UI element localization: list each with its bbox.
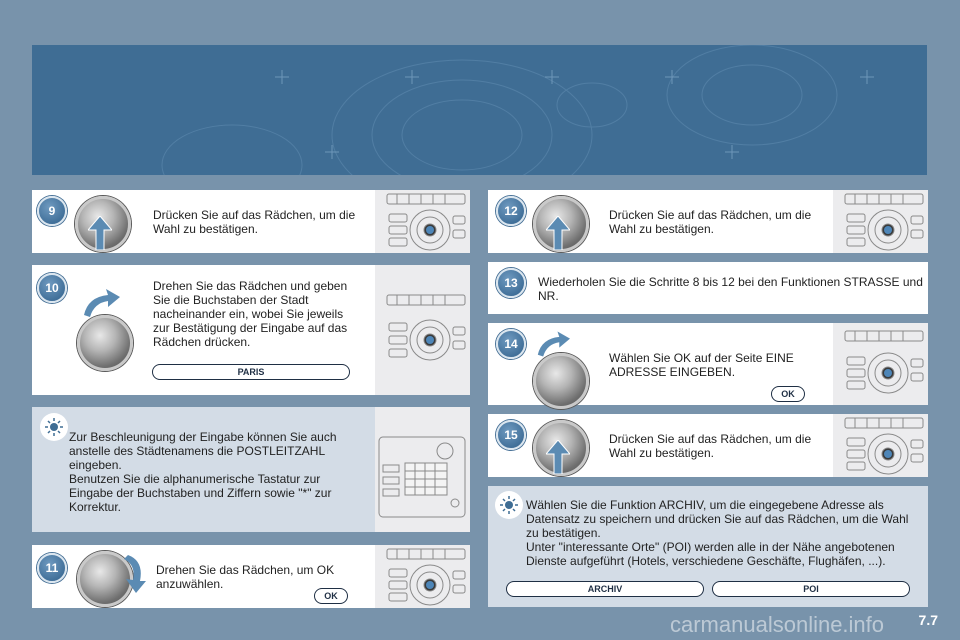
tip-text-2: Benutzen Sie die alphanumerische Tastatur zur Eingabe der Buchstaben und Ziffern sowie "*" zur Korrektur. bbox=[69, 472, 332, 514]
tip-text-2: Unter "interessante Orte" (POI) werden alle in der Nähe angebotenen Dienste aufgeführt (Hotels, verschiedene Geschäfte, Flughäfen, ...). bbox=[526, 540, 895, 568]
step-number-badge: 12 bbox=[496, 196, 526, 226]
step-number-badge: 13 bbox=[496, 268, 526, 298]
tip-icon bbox=[495, 491, 523, 519]
poi-display: POI bbox=[712, 581, 910, 597]
step-number-badge: 10 bbox=[37, 273, 67, 303]
tip-icon bbox=[40, 413, 68, 441]
step-card-11 bbox=[32, 545, 470, 608]
step-card-10 bbox=[32, 265, 470, 395]
control-knob-icon bbox=[77, 315, 133, 371]
step-text: Wiederholen Sie die Schritte 8 bis 12 bei den Funktionen STRASSE und NR. bbox=[538, 275, 923, 303]
keypad-illustration bbox=[375, 407, 470, 532]
control-panel-illustration bbox=[375, 265, 470, 395]
tip-card-postcode bbox=[32, 407, 470, 532]
ok-display: OK bbox=[314, 588, 348, 604]
step-text: Drücken Sie auf das Rädchen, um die Wahl zu bestätigen. bbox=[609, 432, 812, 460]
step-number-badge: 11 bbox=[37, 553, 67, 583]
press-arrow-icon bbox=[88, 216, 112, 250]
rotate-arrow-icon bbox=[124, 553, 150, 593]
watermark: carmanualsonline.info bbox=[670, 612, 885, 637]
tip-text-1: Wählen Sie die Funktion ARCHIV, um die eingegebene Adresse als Datensatz zu speichern und drücken Sie auf das Rädchen, um die Wahl zu bestätigen. bbox=[526, 498, 909, 540]
rotate-arrow-icon bbox=[82, 289, 120, 317]
press-arrow-icon bbox=[546, 440, 570, 474]
step-text: Drehen Sie das Rädchen und geben Sie die Buchstaben der Stadt nacheinander ein, wobei Sie jeweils zur Bestätigung der Eingabe auf das Rädchen drücken. bbox=[153, 279, 348, 349]
control-panel-illustration bbox=[375, 190, 470, 253]
city-input-display: PARIS bbox=[152, 364, 350, 380]
page-number: 7.7 bbox=[918, 612, 938, 628]
tip-card-archiv bbox=[488, 486, 928, 607]
step-card-15 bbox=[488, 414, 928, 477]
control-panel-illustration bbox=[833, 414, 928, 477]
control-knob-icon bbox=[533, 353, 589, 409]
step-number-badge: 15 bbox=[496, 420, 526, 450]
tip-text-1: Zur Beschleunigung der Eingabe können Sie auch anstelle des Städtenamens die POSTLEITZAHL eingeben. bbox=[69, 430, 337, 472]
step-card-13 bbox=[488, 262, 928, 314]
step-card-9 bbox=[32, 190, 470, 253]
header-banner bbox=[32, 45, 927, 175]
step-text: Drücken Sie auf das Rädchen, um die Wahl zu bestätigen. bbox=[153, 208, 356, 236]
control-panel-illustration bbox=[833, 190, 928, 253]
control-panel-illustration bbox=[375, 545, 470, 608]
step-number-badge: 9 bbox=[37, 196, 67, 226]
press-arrow-icon bbox=[546, 216, 570, 250]
step-card-12 bbox=[488, 190, 928, 253]
ok-display: OK bbox=[771, 386, 805, 402]
step-card-14 bbox=[488, 323, 928, 405]
archiv-display: ARCHIV bbox=[506, 581, 704, 597]
step-text: Wählen Sie OK auf der Seite EINE ADRESSE EINGEBEN. bbox=[609, 351, 794, 379]
step-text: Drehen Sie das Rädchen, um OK anzuwählen. bbox=[156, 563, 335, 591]
step-number-badge: 14 bbox=[496, 329, 526, 359]
step-text: Drücken Sie auf das Rädchen, um die Wahl zu bestätigen. bbox=[609, 208, 812, 236]
control-panel-illustration bbox=[833, 323, 928, 405]
